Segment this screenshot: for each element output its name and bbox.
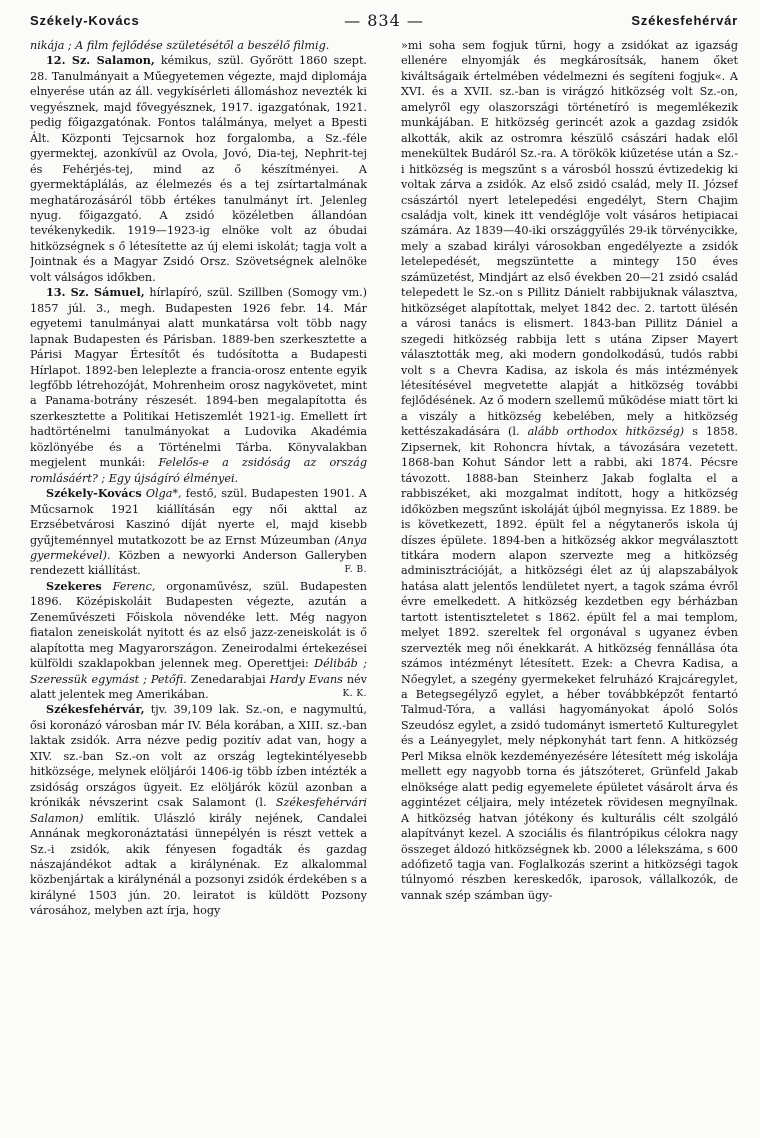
text-columns [30,38,738,1132]
entry-headword: Székely-Kovács [46,486,142,501]
header-left-headword: Székely-Kovács [30,13,140,28]
entry-headword: Szekeres [46,578,102,593]
entry-headword: Székesfehérvár, [46,702,145,717]
entry-headword: 13. Sz. Sámuel, [46,285,145,300]
running-header [30,13,738,37]
page-number: — 834 — [344,11,424,30]
right-column [401,38,738,1132]
entry-szekesfehervar-continued: »mi soha sem fogjuk tűrni, hogy a zsidókat az igazság ellenére elnyomják és megkárosítsák, hanem őket kiváltságaik értelmében védelmezni és segíteni fogjuk«. A XVI. és a XVII. sz.-ban is virágzó hitközség volt Sz.-on, amelyről egy olaszországi történetíró is megemlékezik munkájában. E hitközség gerincét azok a gazdag zsidók alkották, akik az ostromra készülő császári hadak elől menekültek Budáról Sz.-ra. A törökök kiűzetése után a Sz.-i hitközség is megszűnt s a városból hosszú évtizedekig ki voltak zárva a zsidók. Az első zsidó család, mely II. József császártól nyert letelepedési engedélyt, Stern Chajim családja volt, kinek itt vendéglője volt vásáros hetipiacai számára. Az 1839—40-iki országgyűlés 29-ik törvénycikke, mely a szabad királyi városokban engedélyezte a zsidók letelepedését, megszüntette a mintegy 150 éves számüzetést, Mindjárt az első években 20—21 zsidó család telepedett le Sz.-on s Pillitz Dánielt rabbijuknak választva, hitközséget alapítottak, melyet 1842 dec. 2. tartott ülésén a városi tanács is elismert. 1843-ban Pillitz Dániel a szegedi hitközség rabbija lett s utána Zipser Mayert választották meg, aki modern gondolkodású, tudós rabbi volt s a Chevra Kadisa, az iskola és más intézmények létesítésével megvetette alapját a hitközség további fejlődésének. Az ő modern szellemű működése miatt tört ki a viszály a hitközség kebelében, mely a hitközség kettészakadására (l. alább orthodox hitközség) s 1858. Zipsernek, kit Rohoncra hívtak, a távozására vezetett. 1868-ban Kohut Sándor lett a rabbi, aki 1874. Pécsre távozott. 1888-ban Steinherz Jakab foglalta el a rabbiszéket, aki mozgalmat indított, hogy a hitközség időközben megszűnt iskoláját újból megnyissa. Ez 1889. be is következett, 1892. épült fel a négytanerős iskola új díszes épülete. 1894-ben a hitközség akkor megválasztott titkára modern alapon szervezte meg a hitközség adminisztrációját, a hitközségi élet az új alapszabályok hatása alatt jelentős lendületet nyert, a tagok száma évről évre emelkedett. A hitközség kezdetben egy bérházban tartott istentiszteletet s 1862. épült fel a mai templom, melyet 1892. szereltek fel orgonával s ugyanez évben szervezték meg női énekkarát. A hitközség fennállása óta számos intézményt létesített. Ezek: a Chevra Kadisa, a Nőegylet, a szegény gyermekeket felruházó Krajcáregylet, a Betegsegélyző egylet, a héber továbbképzőt fentartó Talmud-Tóra, a vallási hagyományokat ápoló Solós Szeudósz egylet, a zsidó tudományt ismertető Kulturegylet és a Leányegylet, mely népkonyhát tart fenn. A hitközség Perl Miksa elnök kezdeményezésére létesített még iskolája mellett egy nagyobb torna és játszóteret, Grünfeld Jakab elnöksége alatt pedig egyemelete épületet vásárolt árva és aggintézet céljaira, mely intézetek rövidesen megnyílnak. A hitközség hatvan jótékony és kulturális célt szolgáló alapítványt kezel. A szociális és filantrópikus célokra nagy összeget áldozó hitközségnek kb. 2000 a lélekszáma, s 600 adófizető tagja van. Foglalkozás szerint a hitközségi tagok túlnyomó részben kereskedők, iparosok, vállalkozók, de vannak szép számban ügy- [401,39,738,902]
entry-headword: 12. Sz. Salamon, [46,53,155,68]
entry-szekely-kovacs-olga: Székely-Kovács Olga*, festő, szül. Budapesten 1901. A Műcsarnok 1921 kiállításán egy női akttal az Erzsébetvárosi Kaszinó díját nyerte el, majd kisebb gyűjteménnyel mutatkozott be az Ernst Múzeumban (Anya gyermekével). Közben a newyorki Anderson Galleryben rendezett kiállítást. F. B. [30,486,367,578]
left-column [30,38,367,1132]
header-right-headword: Székesfehérvár [631,13,738,28]
entry-szekeres-ferenc: Szekeres Ferenc, orgonaművész, szül. Budapesten 1896. Középiskoláit Budapesten végezte, azután a Zeneművészeti Főiskola növendéke lett. Még nagyon fiatalon zeneiskolát nyitott és az első jazz-zeneiskolát is ő alapította meg Magyarországon. Zeneirodalmi értekezései külföldi szaklapokban jelennek meg. Operettjei: Délibáb ; Szeressük egymást ; Petőfi. Zenedarabjai Hardy Evans név alatt jelentek meg Amerikában. K. K. [30,578,367,702]
author-signature: K. K. [342,689,367,700]
entry-szekely-salamon: 12. Sz. Salamon, kémikus, szül. Győrött 1860 szept. 28. Tanulmányait a Műegyetemen végezte, majd diplomája elnyerése után az áll. vegykísérleti állomáshoz nevezték ki vegyésznek, majd fővegyésznek, 1917. igazgatónak, 1921. pedig főigazgatónak. Fontos találmánya, melyet a Bpesti Ált. Központi Tejcsarnok hoz forgalomba, a Sz.-féle gyermektej, azonkívül az Ovola, Jovó, Dia-tej, Nephrit-tej és Fehérjés-tej, mind az ő készítményei. A gyermektáplálás, az élelmezés és a tej zsírtartalmának meghatározásáról több értékes tanulmányt írt. Jelenleg nyug. főigazgató. A zsidó közéletben állandóan tevékenykedik. 1919—1923-ig elnöke volt az óbudai hitközségnek s ő létesítette az új elemi iskolát; tagja volt a Jointnak és a Magyar Zsidó Orsz. Szövetségnek alelnöke volt válságos időkben. [30,53,367,284]
entry-szekesfehervar: Székesfehérvár, tjv. 39,109 lak. Sz.-on, e nagymultú, ősi koronázó városban már IV. Béla korában, a XIII. sz.-ban laktak zsidók. Arra nézve pedig pozitív adat van, hogy a XIV. sz.-ban Sz.-on volt az ország legtekintélyesebb hitközsége, melynek elöljárói 1406-ig több ízben intézték a zsidóság országos ügyeit. Ez elöljárók közül azonban a krónikák névszerint csak Salamont (l. Székesfehérvári Salamon) említik. Ulászló király nejének, Candalei Annának megkoronáztatási ünnepélyén is részt vettek a Sz.-i zsidók, akik fényesen fogadták és gazdag nászajándékot adtak a királynénak. Ez alkalommal közbenjártak a királynénál a pozsonyi zsidók érdekében s a királyné 1503 jún. 20. leiratot is küldött Pozsony városához, melyben azt írja, hogy [30,702,367,918]
author-signature: F. B. [344,565,367,576]
entry-szekely-samuel: 13. Sz. Sámuel, hírlapíró, szül. Szillben (Somogy vm.) 1857 júl. 3., megh. Budapesten 1926 febr. 14. Már egyetemi tanulmányai alatt munkatársa volt több nagy lapnak Budapesten és Párisban. 1889-ben szerkesztette a Párisi Magyar Értesítőt és tudósította a Budapesti Hírlapot. 1892-ben leleplezte a francia-orosz entente egyik legfőbb létrehozóját, Mohrenheim orosz nagykövetet, mint a Panama-botrány részesét. 1894-ben megalapította és szerkesztette a Politikai Hetiszemlét 1921-ig. Emellett írt hadtörténelmi tanulmányokat a Ludovika Akadémia közlönyébe és a Történelmi Tárba. Könyvalakban megjelent munkái: Felelős-e a zsidóság az ország romlásáért? ; Egy újságíró élményei. [30,285,367,485]
entry-continuation: nikája ; A film fejlődése születésétől a beszélő filmig. [30,39,330,52]
